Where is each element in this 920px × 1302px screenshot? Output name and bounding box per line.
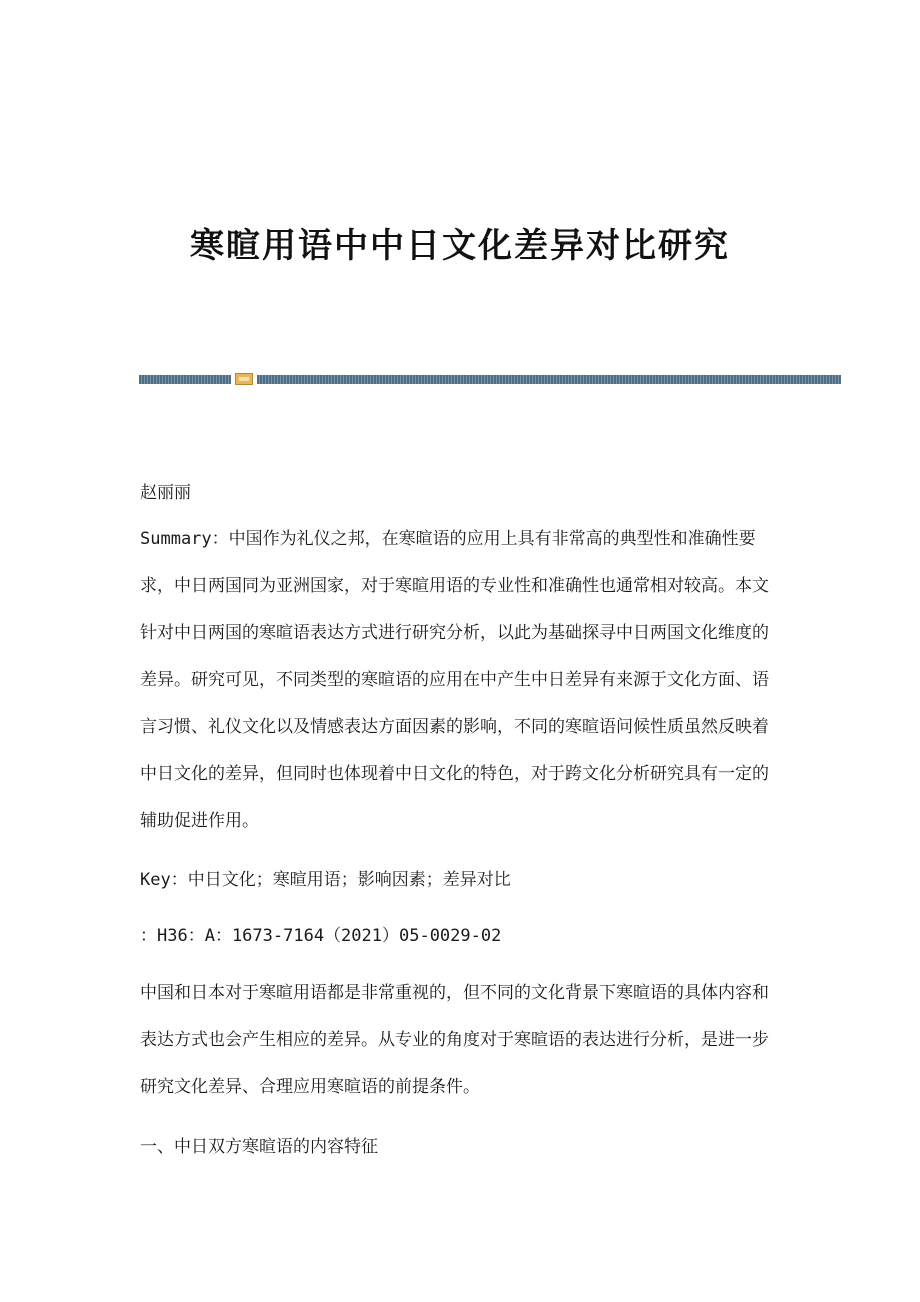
summary-paragraph: [140, 516, 780, 845]
divider-bar-right: [257, 375, 841, 384]
keywords-line: [140, 857, 780, 904]
keywords-text: 中日文化；寒暄用语；影响因素；差异对比: [187, 870, 511, 890]
summary-label: Summary：: [140, 529, 229, 549]
summary-text: 中国作为礼仪之邦，在寒暄语的应用上具有非常高的典型性和准确性要求，中日两国同为亚洲国家，对于寒暄用语的专业性和准确性也通常相对较高。本文针对中日两国的寒暄语表达方式进行研究分析，以此为基础探寻中日两国文化维度的差异。研究可见，不同类型的寒暄语的应用在中产生中日差异有来源于文化方面、语言习惯、礼仪文化以及情感表达方面因素的影响，不同的寒暄语问候性质虽然反映着中日文化的差异，但同时也体现着中日文化的特色，对于跨文化分析研究具有一定的辅助促进作用。: [140, 529, 769, 831]
keywords-label: Key：: [140, 870, 188, 890]
divider-ornament-icon: [235, 373, 253, 385]
section-heading: 一、中日双方寒暄语的内容特征: [140, 1137, 378, 1157]
body-paragraph: 中国和日本对于寒暄用语都是非常重视的，但不同的文化背景下寒暄语的具体内容和表达方式也会产生相应的差异。从专业的角度对于寒暄语的表达进行分析，是进一步研究文化差异、合理应用寒暄语的前提条件。: [140, 983, 769, 1097]
classification-line: ：H36：A：1673-7164（2021）05-0029-02: [140, 926, 502, 946]
divider-bar-left: [139, 375, 231, 384]
title-divider: [139, 375, 841, 384]
document-title: 寒暄用语中中日文化差异对比研究: [190, 226, 730, 266]
author-name: 赵丽丽: [140, 483, 191, 503]
